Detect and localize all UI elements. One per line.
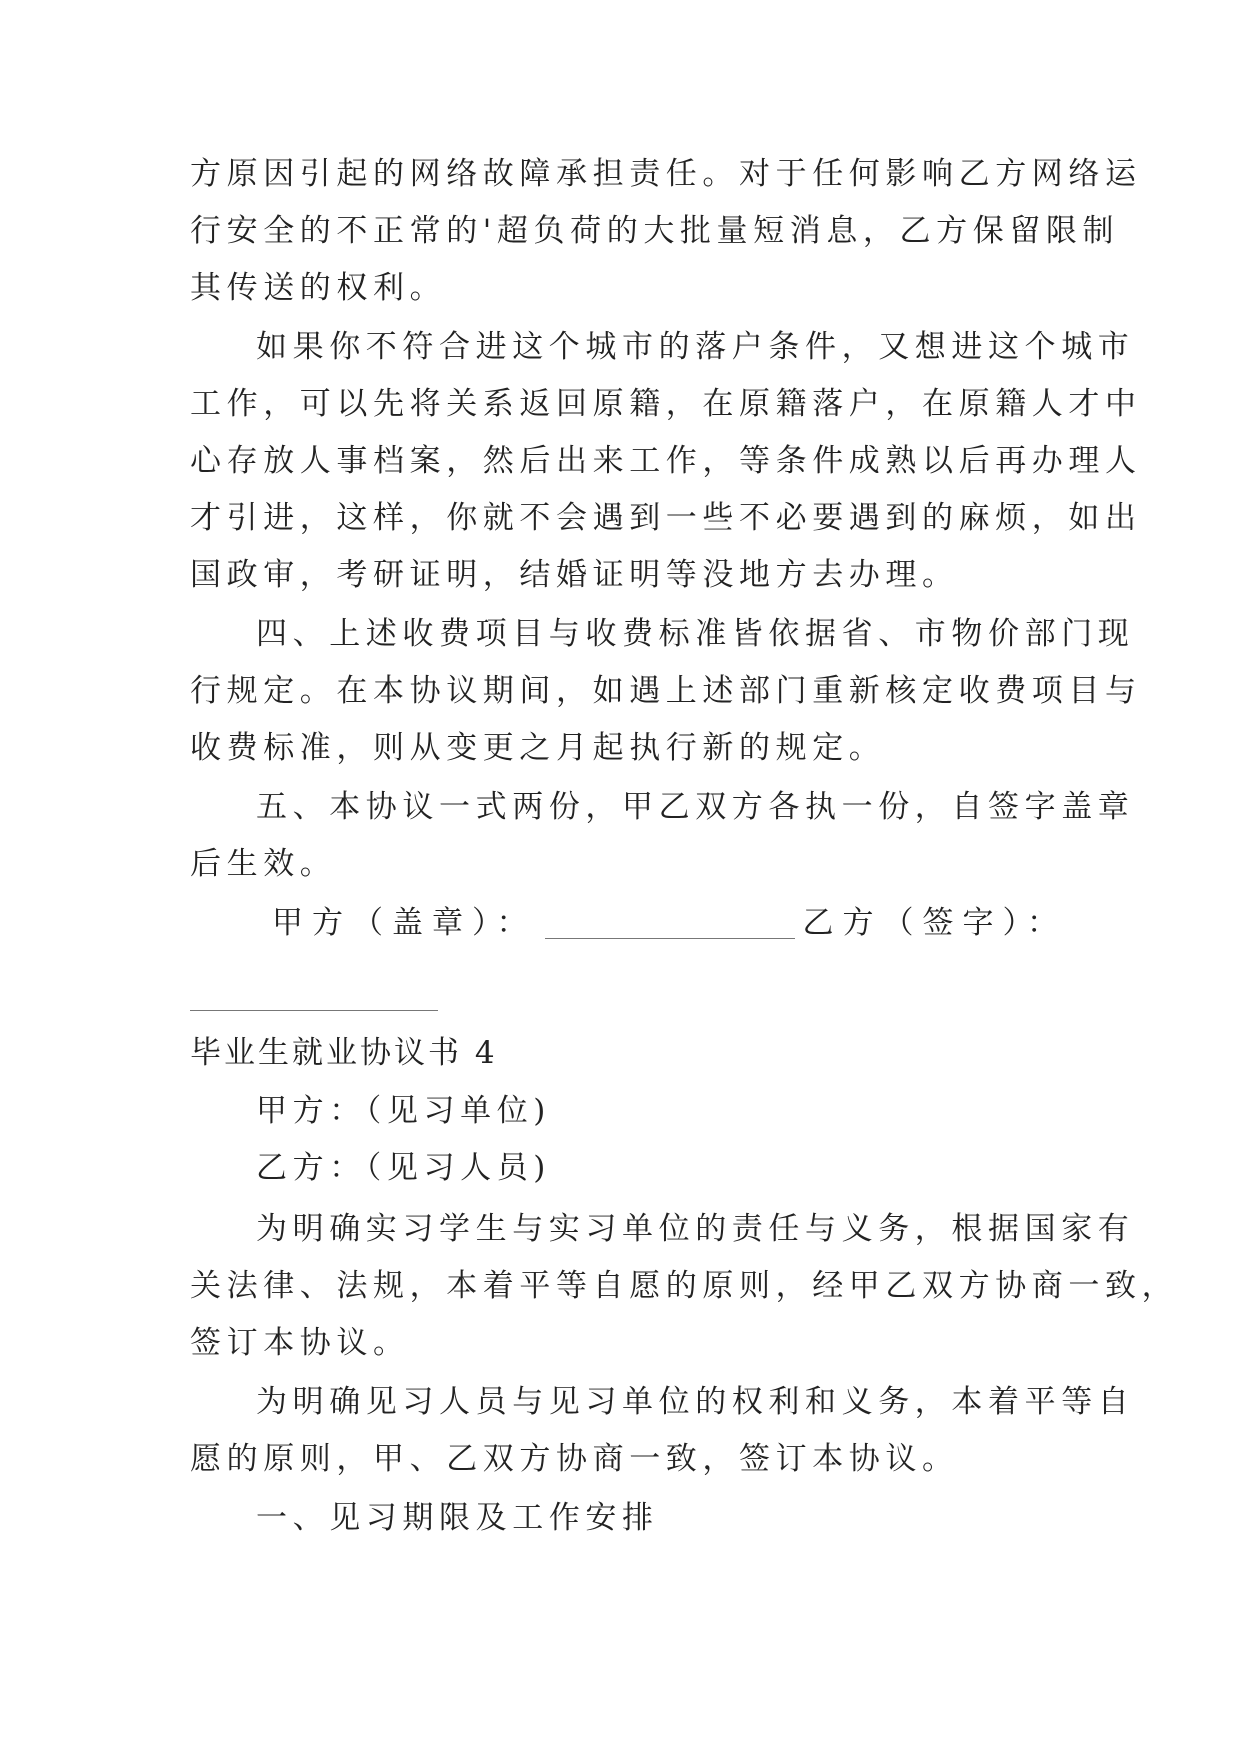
- party-a-line: 甲方：（见习单位): [256, 1093, 551, 1129]
- paragraph-line: 如果你不符合进这个城市的落户条件，又想进这个城市: [256, 329, 1135, 365]
- paragraph-line: 四、上述收费项目与收费标准皆依据省、市物价部门现: [256, 616, 1135, 652]
- section-title: 毕业生就业协议书 4: [190, 1035, 498, 1071]
- paragraph-line: 为明确见习人员与见习单位的权利和义务，本着平等自: [256, 1384, 1135, 1420]
- party-b-signature-blank[interactable]: [190, 1010, 438, 1011]
- signature-row: [272, 903, 1067, 943]
- paragraph-line: 行规定。在本协议期间，如遇上述部门重新核定收费项目与: [190, 673, 1142, 709]
- party-b-line: 乙方：（见习人员): [256, 1150, 551, 1186]
- paragraph-line: 后生效。: [190, 846, 337, 882]
- paragraph-line: 五、本协议一式两份，甲乙双方各执一份，自签字盖章: [256, 789, 1135, 825]
- paragraph-line: 工作，可以先将关系返回原籍，在原籍落户，在原籍人才中: [190, 386, 1142, 422]
- paragraph-line: 心存放人事档案，然后出来工作，等条件成熟以后再办理人: [190, 443, 1142, 479]
- section-heading: 一、见习期限及工作安排: [256, 1500, 659, 1536]
- paragraph-line: 收费标准，则从变更之月起执行新的规定。: [190, 730, 886, 766]
- party-b-signature-label: 乙方（签字）：: [802, 905, 1067, 941]
- paragraph-line: 国政审，考研证明，结婚证明等没地方去办理。: [190, 557, 959, 593]
- paragraph-line: 其传送的权利。: [190, 270, 447, 306]
- paragraph-line: 关法律、法规，本着平等自愿的原则，经甲乙双方协商一致，: [190, 1268, 1179, 1304]
- paragraph-line: 签订本协议。: [190, 1325, 410, 1361]
- paragraph-line: 为明确实习学生与实习单位的责任与义务，根据国家有: [256, 1211, 1135, 1247]
- paragraph-line: 愿的原则，甲、乙双方协商一致，签订本协议。: [190, 1441, 959, 1477]
- paragraph-line: 才引进，这样，你就不会遇到一些不必要遇到的麻烦，如出: [190, 500, 1142, 536]
- paragraph-line: 方原因引起的网络故障承担责任。对于任何影响乙方网络运: [190, 156, 1142, 192]
- party-a-seal-label: 甲方（盖章）：: [272, 905, 537, 941]
- party-a-signature-blank[interactable]: [545, 938, 795, 939]
- paragraph-line: 行安全的不正常的'超负荷的大批量短消息，乙方保留限制: [190, 213, 1120, 249]
